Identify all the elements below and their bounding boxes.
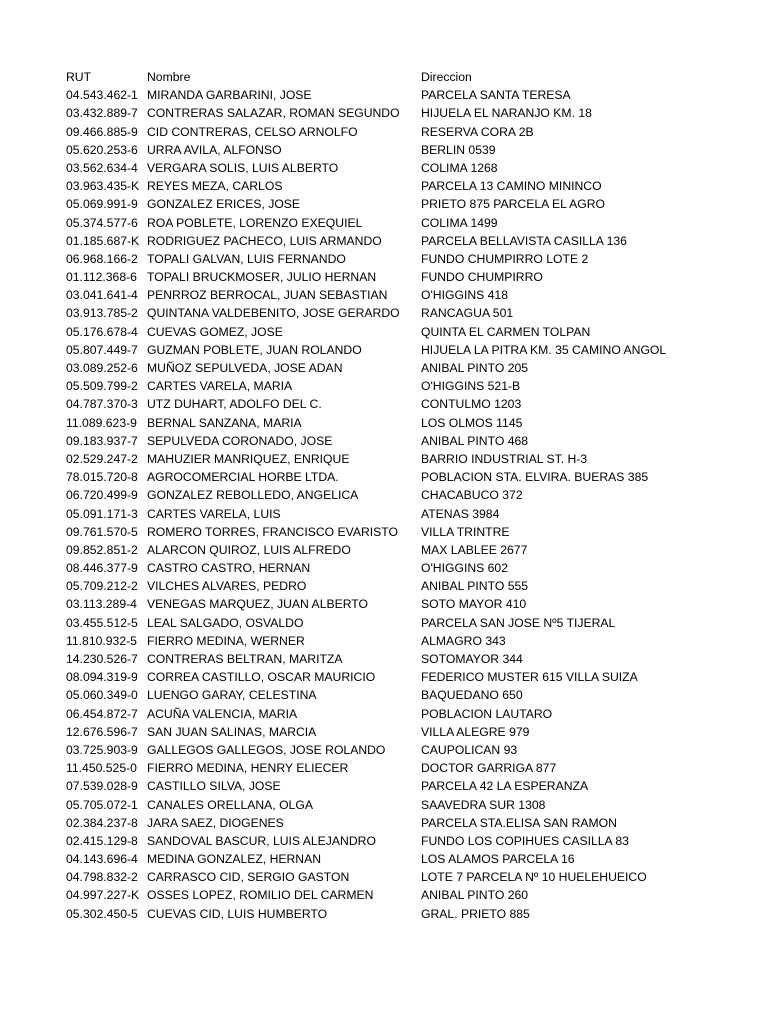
cell-rut: 12.676.596-7 (66, 724, 138, 739)
cell-direccion: LOS ALAMOS PARCELA 16 (421, 852, 575, 867)
cell-rut: 09.466.885-9 (66, 124, 138, 139)
cell-nombre: GONZALEZ ERICES, JOSE (147, 197, 301, 212)
cell-direccion: QUINTA EL CARMEN TOLPAN (421, 324, 591, 339)
cell-direccion: BAQUEDANO 650 (421, 688, 523, 703)
cell-nombre: FIERRO MEDINA, WERNER (147, 633, 305, 648)
cell-nombre: CANALES ORELLANA, OLGA (147, 797, 313, 812)
cell-nombre: GALLEGOS GALLEGOS, JOSE ROLANDO (147, 742, 386, 757)
cell-rut: 09.183.937-7 (66, 433, 138, 448)
cell-direccion: BARRIO INDUSTRIAL ST. H-3 (421, 451, 588, 466)
cell-direccion: PARCELA 42 LA ESPERANZA (421, 779, 589, 794)
cell-nombre: ROMERO TORRES, FRANCISCO EVARISTO (147, 524, 399, 539)
table-row (66, 377, 746, 395)
table-row (66, 559, 746, 577)
cell-direccion: FUNDO LOS COPIHUES CASILLA 83 (421, 833, 629, 848)
cell-direccion: POBLACION LAUTARO (421, 706, 553, 721)
table-row (66, 232, 746, 250)
cell-rut: 06.454.872-7 (66, 706, 138, 721)
table-row (66, 632, 746, 650)
cell-nombre: TOPALI BRUCKMOSER, JULIO HERNAN (147, 270, 377, 285)
cell-nombre: CORREA CASTILLO, OSCAR MAURICIO (147, 670, 376, 685)
table-row (66, 759, 746, 777)
cell-nombre: RODRIGUEZ PACHECO, LUIS ARMANDO (147, 233, 382, 248)
cell-nombre: CONTRERAS BELTRAN, MARITZA (147, 652, 343, 666)
cell-rut: 05.620.253-6 (66, 142, 138, 157)
cell-rut: 03.041.641-4 (66, 288, 138, 303)
cell-rut: 05.091.171-3 (66, 506, 138, 521)
cell-direccion: O'HIGGINS 521-B (421, 379, 521, 394)
cell-direccion: ANIBAL PINTO 205 (421, 361, 529, 375)
cell-direccion: CONTULMO 1203 (421, 397, 522, 412)
cell-rut: 05.709.212-2 (66, 579, 138, 594)
cell-rut: 05.302.450-5 (66, 906, 138, 921)
cell-nombre: CUEVAS CID, LUIS HUMBERTO (147, 906, 328, 921)
cell-rut: 03.455.512-5 (66, 615, 138, 630)
table-row (66, 796, 746, 814)
table-row (66, 723, 746, 741)
table-row (66, 705, 746, 723)
cell-nombre: AGROCOMERCIAL HORBE LTDA. (147, 470, 339, 485)
cell-rut: 03.432.889-7 (66, 106, 138, 121)
cell-direccion: LOS OLMOS 1145 (421, 415, 523, 430)
table-row (66, 268, 746, 286)
table-row (66, 650, 746, 668)
cell-direccion: SOTO MAYOR 410 (421, 597, 527, 612)
cell-rut: 01.185.687-K (66, 233, 140, 248)
cell-rut: 08.446.377-9 (66, 561, 138, 576)
table-row (66, 432, 746, 450)
cell-direccion: ANIBAL PINTO 260 (421, 888, 529, 903)
cell-nombre: ACUÑA VALENCIA, MARIA (147, 706, 298, 721)
cell-direccion: ALMAGRO 343 (421, 633, 506, 648)
cell-rut: 05.060.349-0 (66, 688, 138, 703)
table-row (66, 486, 746, 504)
table-row (66, 577, 746, 595)
cell-rut: 06.720.499-9 (66, 488, 138, 503)
cell-rut: 04.798.832-2 (66, 870, 138, 885)
cell-direccion: SOTOMAYOR 344 (421, 652, 523, 666)
cell-direccion: PRIETO 875 PARCELA EL AGRO (421, 197, 606, 212)
cell-direccion: PARCELA STA.ELISA SAN RAMON (421, 815, 617, 830)
table-row (66, 359, 746, 377)
cell-direccion: RESERVA CORA 2B (421, 124, 534, 139)
cell-rut: 11.089.623-9 (66, 415, 137, 430)
table-row (66, 104, 746, 122)
cell-rut: 03.913.785-2 (66, 306, 138, 321)
cell-rut: 06.968.166-2 (66, 251, 138, 266)
cell-rut: 09.761.570-5 (66, 524, 138, 539)
cell-nombre: GONZALEZ REBOLLEDO, ANGELICA (147, 488, 359, 503)
cell-nombre: SEPULVEDA CORONADO, JOSE (147, 433, 333, 448)
cell-nombre: MAHUZIER MANRIQUEZ, ENRIQUE (147, 451, 350, 466)
cell-rut: 05.069.991-9 (66, 197, 138, 212)
cell-rut: 05.374.577-6 (66, 215, 138, 230)
table-row (66, 250, 746, 268)
cell-direccion: PARCELA BELLAVISTA CASILLA 136 (421, 233, 627, 248)
cell-rut: 02.529.247-2 (66, 451, 138, 466)
cell-nombre: TOPALI GALVAN, LUIS FERNANDO (147, 251, 346, 266)
cell-direccion: VILLA ALEGRE 979 (421, 724, 530, 739)
cell-direccion: PARCELA SANTA TERESA (421, 88, 571, 103)
cell-direccion: ATENAS 3984 (421, 506, 500, 521)
cell-direccion: FUNDO CHUMPIRRO (421, 270, 543, 285)
cell-direccion: SAAVEDRA SUR 1308 (421, 797, 546, 812)
cell-nombre: MEDINA GONZALEZ, HERNAN (147, 852, 322, 867)
cell-rut: 05.705.072-1 (66, 797, 138, 812)
cell-nombre: PENRROZ BERROCAL, JUAN SEBASTIAN (147, 288, 388, 303)
header-row (66, 68, 746, 86)
cell-nombre: CARTES VARELA, LUIS (147, 506, 281, 521)
cell-rut: 03.963.435-K (66, 179, 140, 194)
cell-direccion: LOTE 7 PARCELA Nº 10 HUELEHUEICO (421, 870, 647, 885)
cell-rut: 04.787.370-3 (66, 397, 138, 412)
table-row (66, 141, 746, 159)
table-row (66, 777, 746, 795)
cell-nombre: OSSES LOPEZ, ROMILIO DEL CARMEN (147, 888, 374, 903)
cell-nombre: LEAL SALGADO, OSVALDO (147, 615, 304, 630)
cell-rut: 05.509.799-2 (66, 379, 138, 394)
table-body (66, 86, 746, 923)
table-row (66, 595, 746, 613)
cell-nombre: CID CONTRERAS, CELSO ARNOLFO (147, 124, 358, 139)
cell-direccion: RANCAGUA 501 (421, 306, 514, 321)
table-row (66, 850, 746, 868)
table-row (66, 214, 746, 232)
table-row (66, 177, 746, 195)
cell-direccion: ANIBAL PINTO 468 (421, 433, 529, 448)
table-row (66, 450, 746, 468)
table-row (66, 414, 746, 432)
cell-nombre: MUÑOZ SEPULVEDA, JOSE ADAN (147, 361, 343, 375)
table-row (66, 505, 746, 523)
cell-rut: 07.539.028-9 (66, 779, 138, 794)
table-row (66, 523, 746, 541)
cell-nombre: BERNAL SANZANA, MARIA (147, 415, 302, 430)
cell-direccion: O'HIGGINS 418 (421, 288, 508, 303)
table-row (66, 195, 746, 213)
cell-rut: 14.230.526-7 (66, 652, 138, 666)
header-direccion: Direccion (421, 70, 472, 84)
cell-direccion: DOCTOR GARRIGA 877 (421, 761, 557, 776)
cell-nombre: LUENGO GARAY, CELESTINA (147, 688, 317, 703)
cell-nombre: VERGARA SOLIS, LUIS ALBERTO (147, 160, 339, 175)
cell-rut: 03.725.903-9 (66, 742, 138, 757)
cell-nombre: UTZ DUHART, ADOLFO DEL C. (147, 397, 322, 412)
cell-direccion: COLIMA 1268 (421, 160, 498, 175)
table-row (66, 741, 746, 759)
cell-nombre: QUINTANA VALDEBENITO, JOSE GERARDO (147, 306, 400, 321)
cell-nombre: VILCHES ALVARES, PEDRO (147, 579, 307, 594)
table-row (66, 668, 746, 686)
table-row (66, 832, 746, 850)
cell-rut: 08.094.319-9 (66, 670, 138, 685)
cell-rut: 05.176.678-4 (66, 324, 138, 339)
cell-nombre: JARA SAEZ, DIOGENES (147, 815, 284, 830)
cell-nombre: SAN JUAN SALINAS, MARCIA (147, 724, 317, 739)
table-row (66, 814, 746, 832)
cell-rut: 05.807.449-7 (66, 342, 138, 357)
table-row (66, 159, 746, 177)
cell-direccion: PARCELA 13 CAMINO MININCO (421, 179, 602, 194)
cell-direccion: FEDERICO MUSTER 615 VILLA SUIZA (421, 670, 638, 685)
cell-direccion: VILLA TRINTRE (421, 524, 510, 539)
cell-direccion: BERLIN 0539 (421, 142, 496, 157)
cell-nombre: CASTRO CASTRO, HERNAN (147, 561, 311, 576)
cell-direccion: CHACABUCO 372 (421, 488, 523, 503)
cell-nombre: ALARCON QUIROZ, LUIS ALFREDO (147, 542, 351, 557)
cell-rut: 11.810.932-5 (66, 633, 137, 648)
cell-nombre: CUEVAS GOMEZ, JOSE (147, 324, 283, 339)
table-row (66, 286, 746, 304)
table-row (66, 886, 746, 904)
cell-rut: 11.450.525-0 (66, 761, 137, 776)
cell-nombre: VENEGAS MARQUEZ, JUAN ALBERTO (147, 597, 369, 612)
table-row (66, 341, 746, 359)
cell-rut: 01.112.368-6 (66, 270, 137, 285)
table-row (66, 323, 746, 341)
cell-nombre: CARRASCO CID, SERGIO GASTON (147, 870, 350, 885)
table-row (66, 541, 746, 559)
cell-nombre: GUZMAN POBLETE, JUAN ROLANDO (147, 342, 362, 357)
table-row (66, 304, 746, 322)
header-rut: RUT (66, 70, 92, 84)
cell-nombre: REYES MEZA, CARLOS (147, 179, 283, 194)
cell-direccion: O'HIGGINS 602 (421, 561, 508, 576)
cell-nombre: ROA POBLETE, LORENZO EXEQUIEL (147, 215, 363, 230)
cell-nombre: CONTRERAS SALAZAR, ROMAN SEGUNDO (147, 106, 400, 121)
table-row (66, 86, 746, 104)
cell-direccion: GRAL. PRIETO 885 (421, 906, 530, 921)
cell-direccion: COLIMA 1499 (421, 215, 498, 230)
table-row (66, 686, 746, 704)
cell-nombre: URRA AVILA, ALFONSO (147, 142, 282, 157)
cell-direccion: ANIBAL PINTO 555 (421, 579, 529, 594)
cell-rut: 78.015.720-8 (66, 470, 138, 485)
cell-rut: 02.415.129-8 (66, 833, 138, 848)
cell-rut: 03.089.252-6 (66, 361, 138, 375)
records-table (66, 68, 746, 923)
cell-rut: 09.852.851-2 (66, 542, 138, 557)
table-row (66, 395, 746, 413)
cell-direccion: PARCELA SAN JOSE Nº5 TIJERAL (421, 615, 616, 630)
cell-nombre: CASTILLO SILVA, JOSE (147, 779, 281, 794)
cell-rut: 04.997.227-K (66, 888, 140, 903)
table-row (66, 468, 746, 486)
cell-nombre: SANDOVAL BASCUR, LUIS ALEJANDRO (147, 833, 376, 848)
cell-nombre: CARTES VARELA, MARIA (147, 379, 293, 394)
cell-rut: 04.543.462-1 (66, 88, 138, 103)
cell-direccion: MAX LABLEE 2677 (421, 542, 528, 557)
cell-rut: 02.384.237-8 (66, 815, 138, 830)
cell-rut: 04.143.696-4 (66, 852, 138, 867)
header-nombre: Nombre (147, 70, 191, 84)
table-row (66, 905, 746, 923)
cell-direccion: HIJUELA LA PITRA KM. 35 CAMINO ANGOL (421, 342, 667, 357)
cell-direccion: HIJUELA EL NARANJO KM. 18 (421, 106, 592, 121)
table-row (66, 614, 746, 632)
cell-direccion: CAUPOLICAN 93 (421, 742, 518, 757)
table-row (66, 123, 746, 141)
table-row (66, 868, 746, 886)
cell-rut: 03.562.634-4 (66, 160, 138, 175)
cell-rut: 03.113.289-4 (66, 597, 137, 612)
cell-nombre: MIRANDA GARBARINI, JOSE (147, 88, 312, 103)
cell-direccion: POBLACION STA. ELVIRA. BUERAS 385 (421, 470, 649, 485)
cell-nombre: FIERRO MEDINA, HENRY ELIECER (147, 761, 349, 776)
cell-direccion: FUNDO CHUMPIRRO LOTE 2 (421, 251, 589, 266)
